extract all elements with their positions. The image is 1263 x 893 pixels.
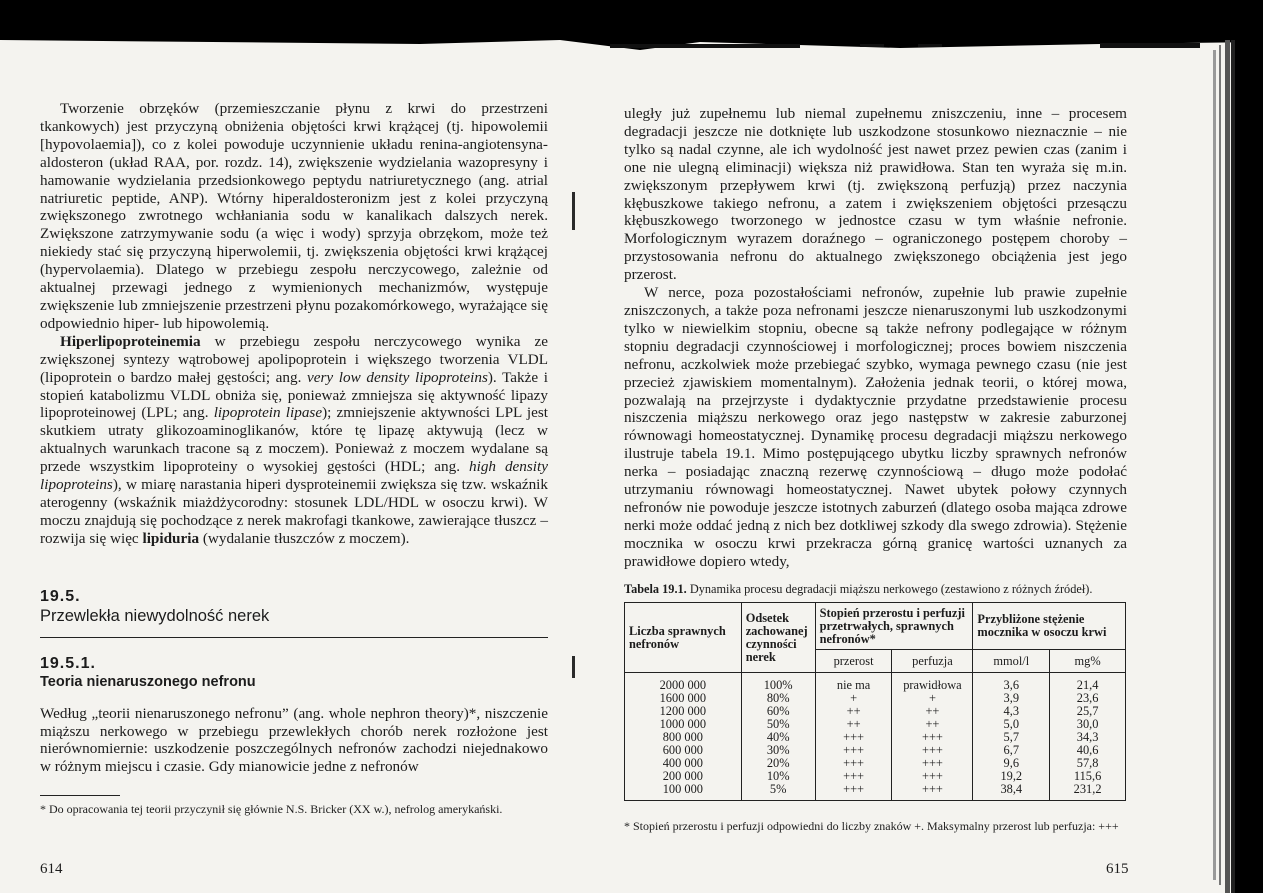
table-cell-mmol-5: 6,7 — [1003, 743, 1020, 757]
table-cell-przerost-7: +++ — [843, 769, 865, 783]
paragraph-nephron-degradation: W nerce, poza pozostałościami nefronów, zupełnie lub prawie zupełnie zniszczonych, a także poza nefronami jeszcze nienaruszonymi lub uszkodzonymi tylko w niewielkim stopniu, obecne są także nefrony podlegające w różnym stopniu degradacji czynnościowej i morfologicznej; proces bowiem niszczenia nefronu, aczkolwiek może przebiegać szybko, wymaga pewnego czasu (nie jest przecież zjawiskiem momentalnym). Założenia jednak teorii, o której mowa, pozwalają na przejrzyste i dydaktycznie przydatne przedstawienie procesu niszczenia miąższu nerkowego oraz jego następstw w zakresie zaburzonej równowagi homeostatycznej. Dynamikę procesu degradacji miąższu nerkowego ilustruje tabela 19.1. Mimo postępującego ubytku liczby sprawnych nefronów nerka – posiadając znaczną rezerwę czynnościową – długo może podołać utrzymaniu równowagi homeostatycznej. Nawet ubytek połowy czynnych nefronów nie powoduje jeszcze istotnych zaburzeń (dlatego osoba mająca zdrowe nerki może oddać jedną z nich bez dotkliwej szkody dla swego zdrowia). Stężenie mocznika w osoczu krwi przekracza górną granicę wartości uznanych za prawidłowe dopiero wtedy, — [624, 284, 1127, 570]
scan-mark — [572, 656, 575, 678]
header-liczba: Liczba sprawnych nefronów — [625, 603, 742, 673]
table-cell-mmol-0: 3,6 — [1003, 678, 1020, 692]
table-cell-odsetek-6: 20% — [766, 756, 790, 770]
table-cell-mmol-8: 38,4 — [1000, 782, 1023, 796]
table-cell-mg-5: 40,6 — [1076, 743, 1099, 757]
paragraph-edema: Tworzenie obrzęków (przemieszczanie płynu z krwi do przestrzeni tkankowych) jest przyczyną obniżenia objętości krwi krążącej (tj. hipowolemii [hypovolaemia]), co z kolei powoduje uczynnienie układu renina-angiotensyna-aldosteron (układ RAA, por. rozdz. 14), zwiększenie wydzielania wazopresyny i hamowanie wydzielania przedsionkowego peptydu natriuretycznego (ang. atrial natriuretic peptide, ANP). Wtórny hiperaldosteronizm jest z kolei przyczyną zwiększonego zwrotnego wchłaniania sodu w kanalikach dalszych nerek. Zwiększone zatrzymywanie sodu (a więc i wody) sprzyja obrzękom, może też niekiedy stać się przyczyną hiperwolemii, tj. zwiększenia objętości krwi krążącej (hypervolaemia). Dlatego w przebiegu zespołu nerczycowego, zależnie od aktualnej przewagi jednego z wymienionych mechanizmów, występuje zwiększenie lub zmniejszenie przestrzeni płynu pozakomórkowego, wyrażające się odpowiednio hiper- lub hipowolemią. — [40, 100, 548, 332]
footnote: * Do opracowania tej teorii przyczynił się głównie N.S. Bricker (XX w.), nefrolog amerykański. — [40, 802, 503, 817]
paragraph-whole-nephron: Według „teorii nienaruszonego nefronu” (ang. whole nephron theory)*, niszczenie miąższu nerkowego w przebiegu przewlekłych chorób nerek rozłożone jest nierównomiernie: uszkodzenie poszczególnych nefronów zachodzi niejednakowo w różnym miejscu i czasie. Gdy mianowicie jedne z nefronów — [40, 704, 548, 776]
table-cell-odsetek-2: 60% — [766, 704, 790, 718]
table-cell-mmol-1: 3,9 — [1003, 691, 1020, 705]
table-cell-mg-1: 23,6 — [1076, 691, 1099, 705]
table-cell-przerost-2: ++ — [846, 704, 861, 718]
table-footnote: * Stopień przerostu i perfuzji odpowiedni do liczby znaków +. Maksymalny przerost lub perfuzja: +++ — [624, 819, 1119, 833]
term-hiperlipoproteinemia: Hiperlipoproteinemia — [60, 332, 201, 350]
table-cell-perfuzja-6: +++ — [921, 756, 943, 770]
table-cell-odsetek-1: 80% — [766, 691, 790, 705]
table-cell-mmol-6: 9,6 — [1003, 756, 1020, 770]
table-cell-mg-6: 57,8 — [1076, 756, 1099, 770]
column-liczba — [625, 673, 742, 801]
table-cell-liczba-5: 600 000 — [662, 743, 703, 757]
footnote-rule — [40, 795, 120, 796]
table-cell-liczba-3: 1000 000 — [659, 717, 707, 731]
table-cell-mg-4: 34,3 — [1076, 730, 1099, 744]
column-przerost — [815, 673, 892, 801]
table-cell-perfuzja-0: prawidłowa — [903, 678, 962, 692]
table-cell-przerost-6: +++ — [843, 756, 865, 770]
page-number-right: 615 — [1106, 861, 1129, 877]
header-odsetek: Odsetek zachowanej czynności nerek — [741, 603, 815, 673]
table-cell-liczba-7: 200 000 — [662, 769, 703, 783]
table-cell-perfuzja-1: + — [928, 691, 936, 705]
header-stopien: Stopień przerostu i perfuzji przetrwałych, sprawnych nefronów* — [815, 603, 973, 650]
table-cell-perfuzja-3: ++ — [925, 717, 940, 731]
table-19-1 — [624, 602, 1126, 801]
table-cell-odsetek-4: 40% — [766, 730, 790, 744]
table-cell-liczba-8: 100 000 — [662, 782, 703, 796]
table-cell-mg-8: 231,2 — [1073, 782, 1102, 796]
header-mmol: mmol/l — [973, 650, 1050, 673]
section-number: 19.5. — [40, 587, 81, 605]
table-cell-odsetek-7: 10% — [766, 769, 790, 783]
table-cell-liczba-6: 400 000 — [662, 756, 703, 770]
table-cell-perfuzja-4: +++ — [921, 730, 943, 744]
table-cell-mg-0: 21,4 — [1076, 678, 1099, 692]
scan-mark — [572, 192, 575, 230]
table-cell-przerost-3: ++ — [846, 717, 861, 731]
right-page — [624, 105, 1127, 571]
paragraph-continuation: uległy już zupełnemu lub niemal zupełnemu zniszczeniu, inne – procesem degradacji jeszcze nie dotknięte lub uszkodzone stosunkowo nieznacznie – nie tylko są nadal czynne, ale ich wydolność jest nawet przez pewien czas (zanim i one nie ulegną eliminacji) większa niż prawidłowa. Stan ten wyraża się m.in. zwiększonym przepływem krwi (tj. zwiększoną perfuzją) przez naczynia kłębuszkowe takiego nefronu, a zatem i zwiększeniem objętości przesączu kłębuszkowego tworzonego w jednostce czasu w tym właśnie nefronie. Morfologicznym wyrazem doraźnego – ograniczonego postępem choroby – przystosowania nefronu do aktualnego zwiększonego obciążenia jest jego przerost. — [624, 105, 1127, 284]
subsection-number: 19.5.1. — [40, 654, 96, 672]
section-title: Przewlekła niewydolność nerek — [40, 606, 270, 625]
table-cell-odsetek-0: 100% — [763, 678, 793, 692]
table-cell-mmol-2: 4,3 — [1003, 704, 1020, 718]
table-cell-przerost-0: nie ma — [836, 678, 871, 692]
page-number-left: 614 — [40, 861, 63, 877]
column-mmol — [973, 673, 1050, 801]
table-cell-liczba-1: 1600 000 — [659, 691, 707, 705]
table-cell-odsetek-8: 5% — [769, 782, 787, 796]
subsection-title: Teoria nienaruszonego nefronu — [40, 673, 256, 690]
table-cell-liczba-0: 2000 000 — [659, 678, 707, 692]
table-cell-przerost-1: + — [850, 691, 858, 705]
table-cell-liczba-4: 800 000 — [662, 730, 703, 744]
header-mg: mg% — [1050, 650, 1126, 673]
header-przerost: przerost — [815, 650, 892, 673]
header-stezenie: Przybliżone stężenie mocznika w osoczu krwi — [973, 603, 1126, 650]
column-mg — [1050, 673, 1126, 801]
table-cell-odsetek-3: 50% — [766, 717, 790, 731]
table-cell-mmol-7: 19,2 — [1000, 769, 1023, 783]
scan-shadow-right — [1205, 40, 1263, 893]
table-cell-liczba-2: 1200 000 — [659, 704, 707, 718]
scan-shadow-top — [0, 0, 1263, 52]
table-cell-mg-2: 25,7 — [1076, 704, 1099, 718]
column-perfuzja — [892, 673, 973, 801]
table-cell-przerost-4: +++ — [843, 730, 865, 744]
table-cell-perfuzja-7: +++ — [921, 769, 943, 783]
table-cell-przerost-5: +++ — [843, 743, 865, 757]
table-cell-mg-7: 115,6 — [1073, 769, 1102, 783]
table-cell-mg-3: 30,0 — [1076, 717, 1099, 731]
left-page — [40, 100, 548, 816]
paragraph-hyperlipoproteinemia: Hiperlipoproteinemia w przebiegu zespołu nerczycowego wynika ze zwiększonej syntezy wątrobowej apolipoprotein i większego tworzenia VLDL (lipoprotein o bardzo małej gęstości; ang. very low density lipoproteins). Także i stopień katabolizmu VLDL obniża się, ponieważ zmniejsza się aktywność lipazy lipoproteinowej (LPL; ang. lipoprotein lipase); zmniejszenie aktywności LPL jest skutkiem utraty glikozoaminoglikanów, które tę lipazę aktywują (lecz w aktualnych warunkach tracone są z moczem). Ponieważ z moczem wydalane są przede wszystkim lipoproteiny o wysokiej gęstości (HDL; ang. high density lipoproteins), w miarę narastania hiperi dysproteinemii zwiększa się tzw. wskaźnik aterogenny (wskaźnik miażdżycorodny: stosunek LDL/HDL w osoczu krwi). W moczu znajdują się pochodzące z nerek makrofagi tkankowe, zawierające tłuszcz – rozwija się więc lipiduria (wydalanie tłuszczów z moczem). — [40, 332, 549, 547]
table-cell-perfuzja-5: +++ — [921, 743, 943, 757]
table-cell-perfuzja-2: ++ — [925, 704, 940, 718]
table-cell-mmol-3: 5,0 — [1003, 717, 1020, 731]
table-caption: Tabela 19.1. Dynamika procesu degradacji miąższu nerkowego (zestawiono z różnych źródeł). — [624, 582, 1093, 596]
header-perfuzja: perfuzja — [892, 650, 973, 673]
table-cell-odsetek-5: 30% — [766, 743, 790, 757]
column-odsetek — [741, 673, 815, 801]
table-cell-mmol-4: 5,7 — [1003, 730, 1020, 744]
table-cell-perfuzja-8: +++ — [921, 782, 943, 796]
table-cell-przerost-8: +++ — [843, 782, 865, 796]
